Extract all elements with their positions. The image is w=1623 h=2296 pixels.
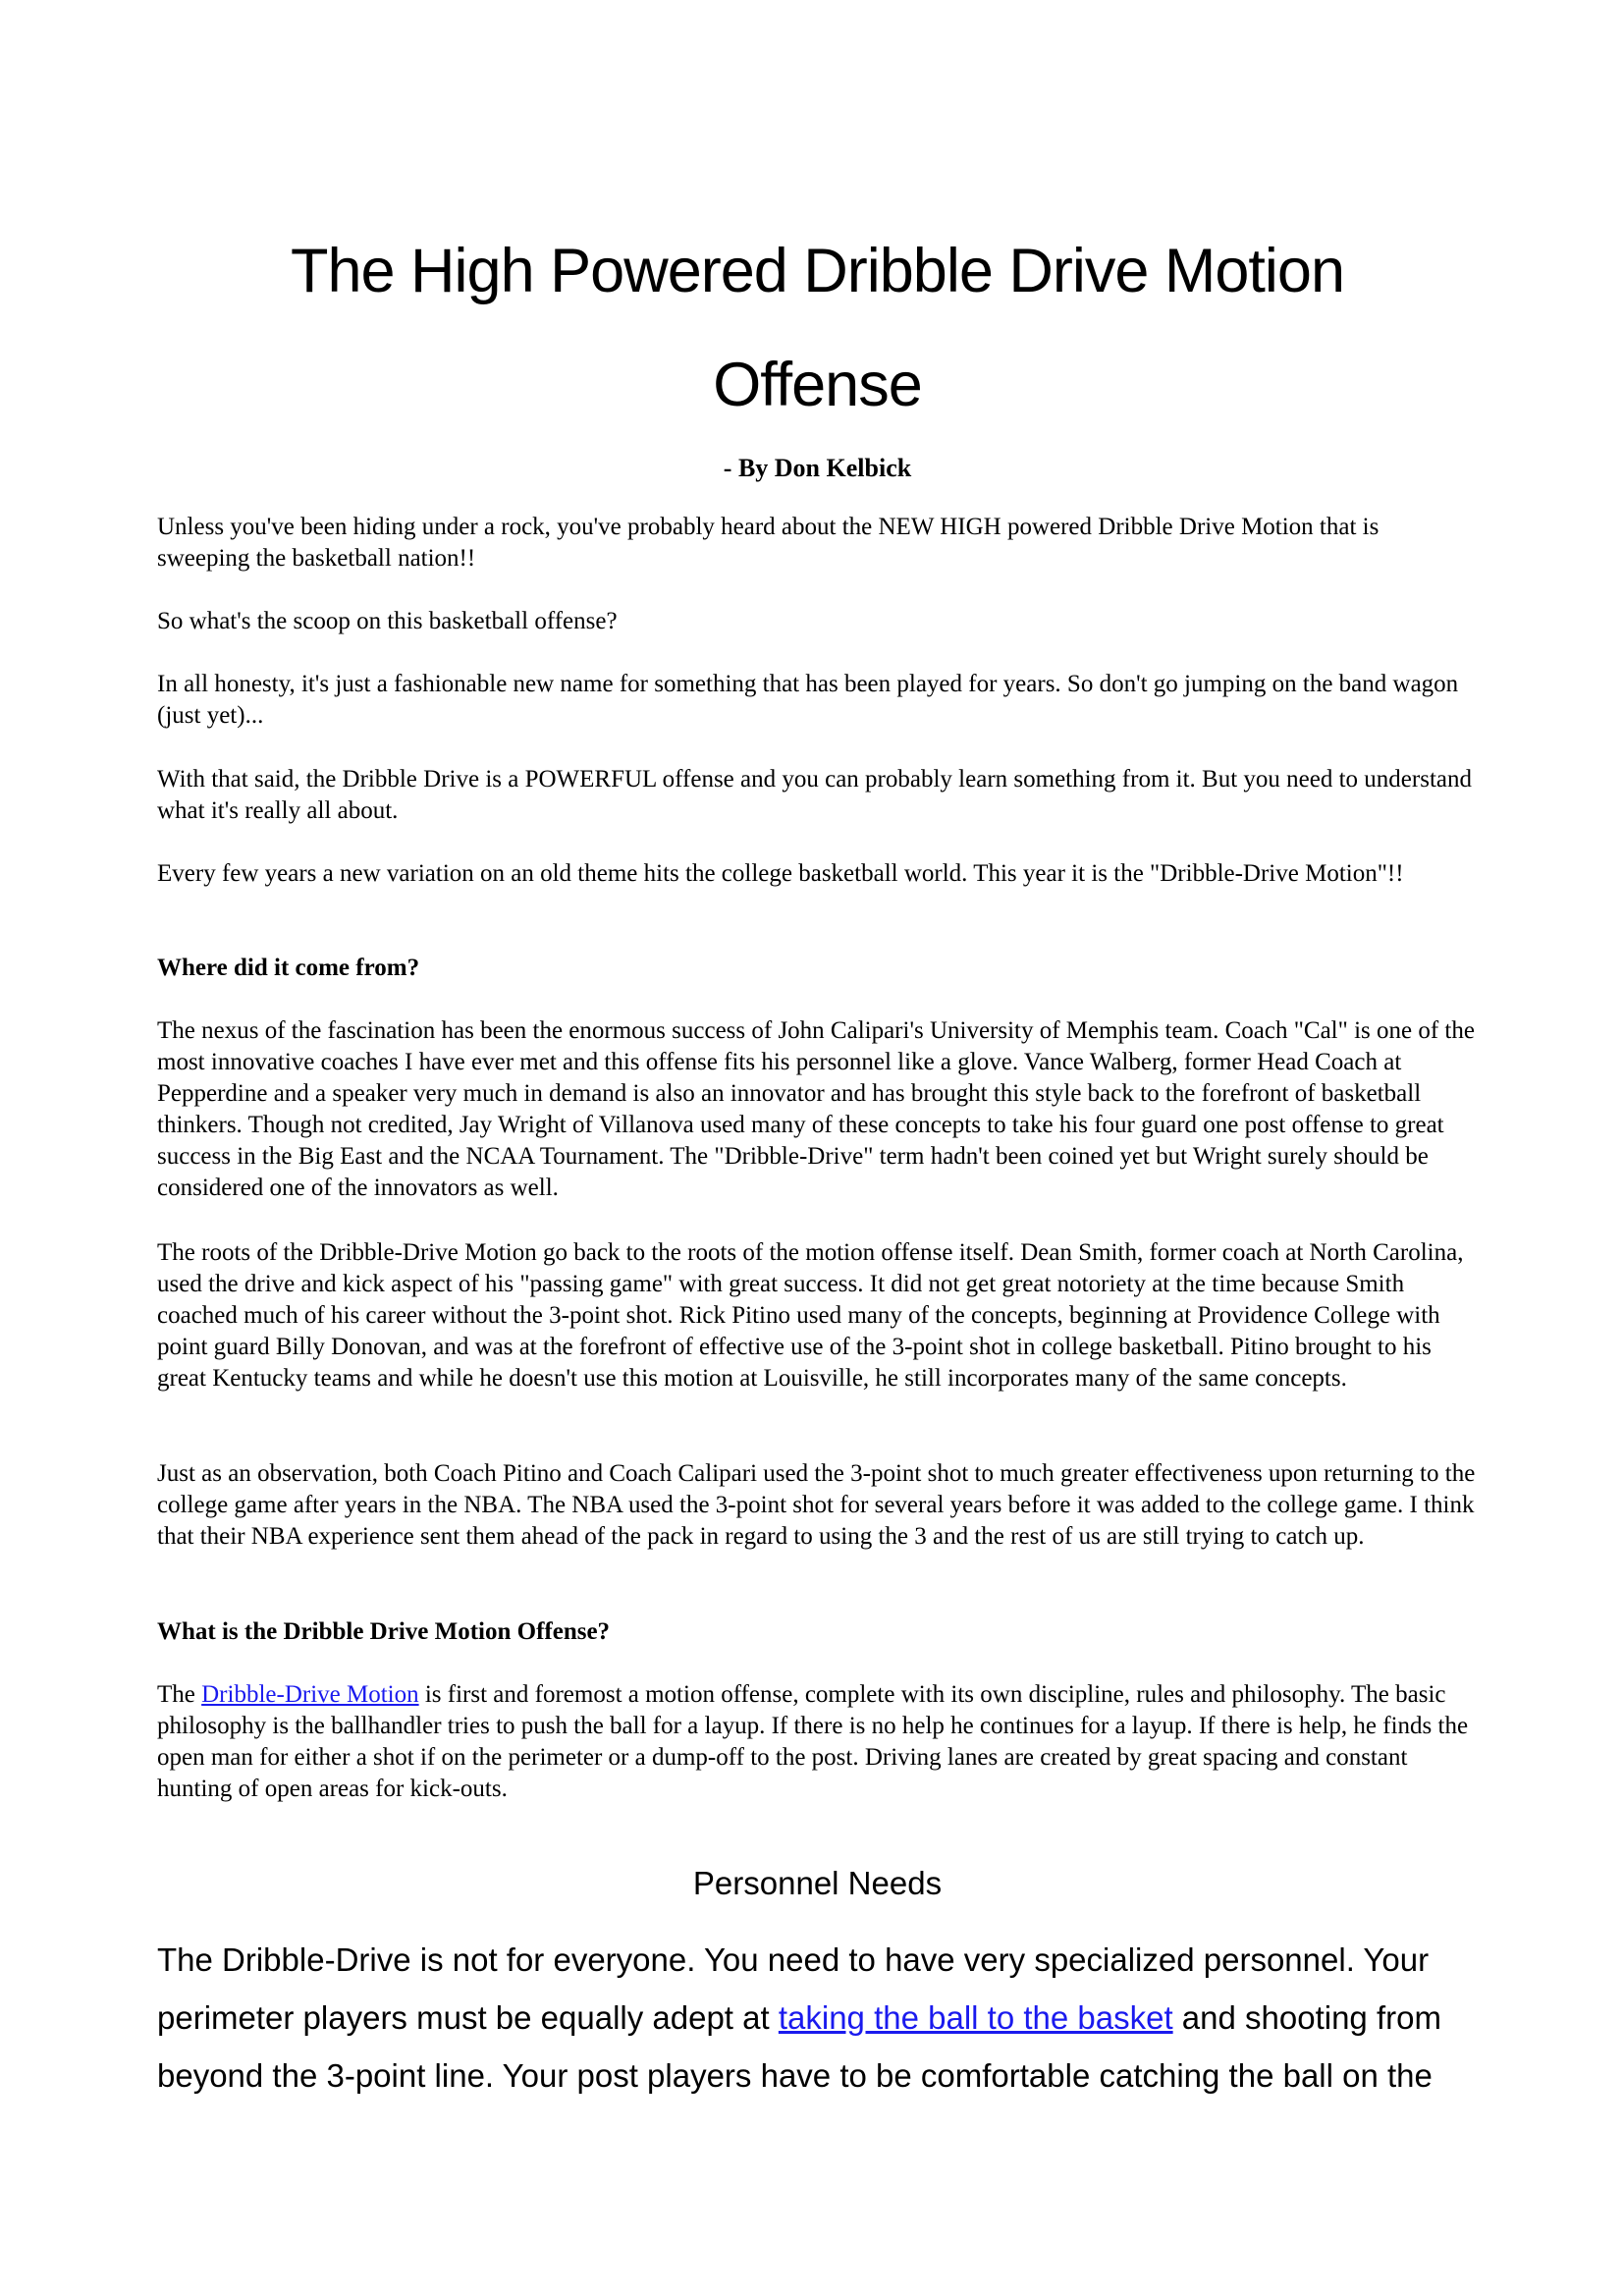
paragraph-honesty: In all honesty, it's just a fashionable new name for something that has been played for years. So don't go jumping on the band wagon (just yet)... <box>157 671 1459 729</box>
paragraph-personnel <box>157 1931 1478 2105</box>
title-line-2: Offense <box>713 351 922 419</box>
paragraph-powerful: With that said, the Dribble Drive is a POWERFUL offense and you can probably learn something from it. But you need to understand what it's really all about. <box>157 766 1472 824</box>
paragraph-nexus: The nexus of the fascination has been the enormous success of John Calipari's University of Memphis team. Coach "Cal" is one of the most innovative coaches I have ever met and this offense fits his personnel like a glove. Vance Walberg, former Head Coach at Pepperdine and a speaker very much in demand is also an innovator and has brought this style back to the forefront of basketball thinkers. Though not credited, Jay Wright of Villanova used many of these concepts to take his four guard one post offense to great success in the Big East and the NCAA Tournament. The "Dribble-Drive" term hadn't been coined yet but Wright surely should be considered one of the innovators as well. <box>157 1017 1475 1201</box>
paragraph-scoop: So what's the scoop on this basketball offense? <box>157 608 618 634</box>
personnel-text-after: and shooting from beyond the 3-point line. Your post players have to be comfortable catching the ball on the <box>157 1999 1441 2094</box>
author-byline: - By Don Kelbick <box>723 454 912 482</box>
paragraph-variation: Every few years a new variation on an old theme hits the college basketball world. This year it is the "Dribble-Drive Motion"!! <box>157 860 1404 887</box>
paragraph-intro: Unless you've been hiding under a rock, you've probably heard about the NEW HIGH powered Dribble Drive Motion that is sweeping the basketball nation!! <box>157 514 1380 572</box>
definition-text-after: is first and foremost a motion offense, complete with its own discipline, rules and philosophy. The basic philosophy is the ballhandler tries to push the ball for a layup. If there is no help he continues for a layup. If there is help, he finds the open man for either a shot if on the perimeter or a dump-off to the post. Driving lanes are created by great spacing and constant hunting of open areas for kick-outs. <box>157 1681 1469 1802</box>
definition-text-before: The <box>157 1681 202 1708</box>
section-title-personnel: Personnel Needs <box>692 1865 943 1901</box>
paragraph-observation: Just as an observation, both Coach Pitino and Coach Calipari used the 3-point shot to much greater effectiveness upon returning to the college game after years in the NBA. The NBA used the 3-point shot for several years before it was added to the college game. I think that their NBA experience sent them ahead of the pack in regard to using the 3 and the rest of us are still trying to catch up. <box>157 1460 1476 1550</box>
dribble-drive-motion-link[interactable]: Dribble-Drive Motion <box>201 1681 419 1708</box>
paragraph-roots: The roots of the Dribble-Drive Motion go back to the roots of the motion offense itself. Dean Smith, former coach at North Carolina, used the drive and kick aspect of his "passing game" with great success. It did not get great notoriety at the time because Smith coached much of his career without the 3-point shot. Rick Pitino used many of the concepts, beginning at Providence College with point guard Billy Donovan, and was at the forefront of effective use of the 3-point shot in college basketball. Pitino brought to his great Kentucky teams and while he doesn't use this motion at Louisville, he still incorporates many of the same concepts. <box>157 1239 1464 1392</box>
subheading-what-is: What is the Dribble Drive Motion Offense? <box>157 1618 611 1645</box>
personnel-text-before: The Dribble-Drive is not for everyone. You need to have very specialized personnel. Your perimeter players must be equally adept at <box>157 1941 1430 2036</box>
document-title <box>157 214 1478 442</box>
taking-ball-to-basket-link[interactable]: taking the ball to the basket <box>778 1999 1173 2036</box>
subheading-where-from: Where did it come from? <box>157 955 420 981</box>
title-line-1: The High Powered Dribble Drive Motion <box>291 237 1344 305</box>
paragraph-definition <box>157 1679 1478 1805</box>
